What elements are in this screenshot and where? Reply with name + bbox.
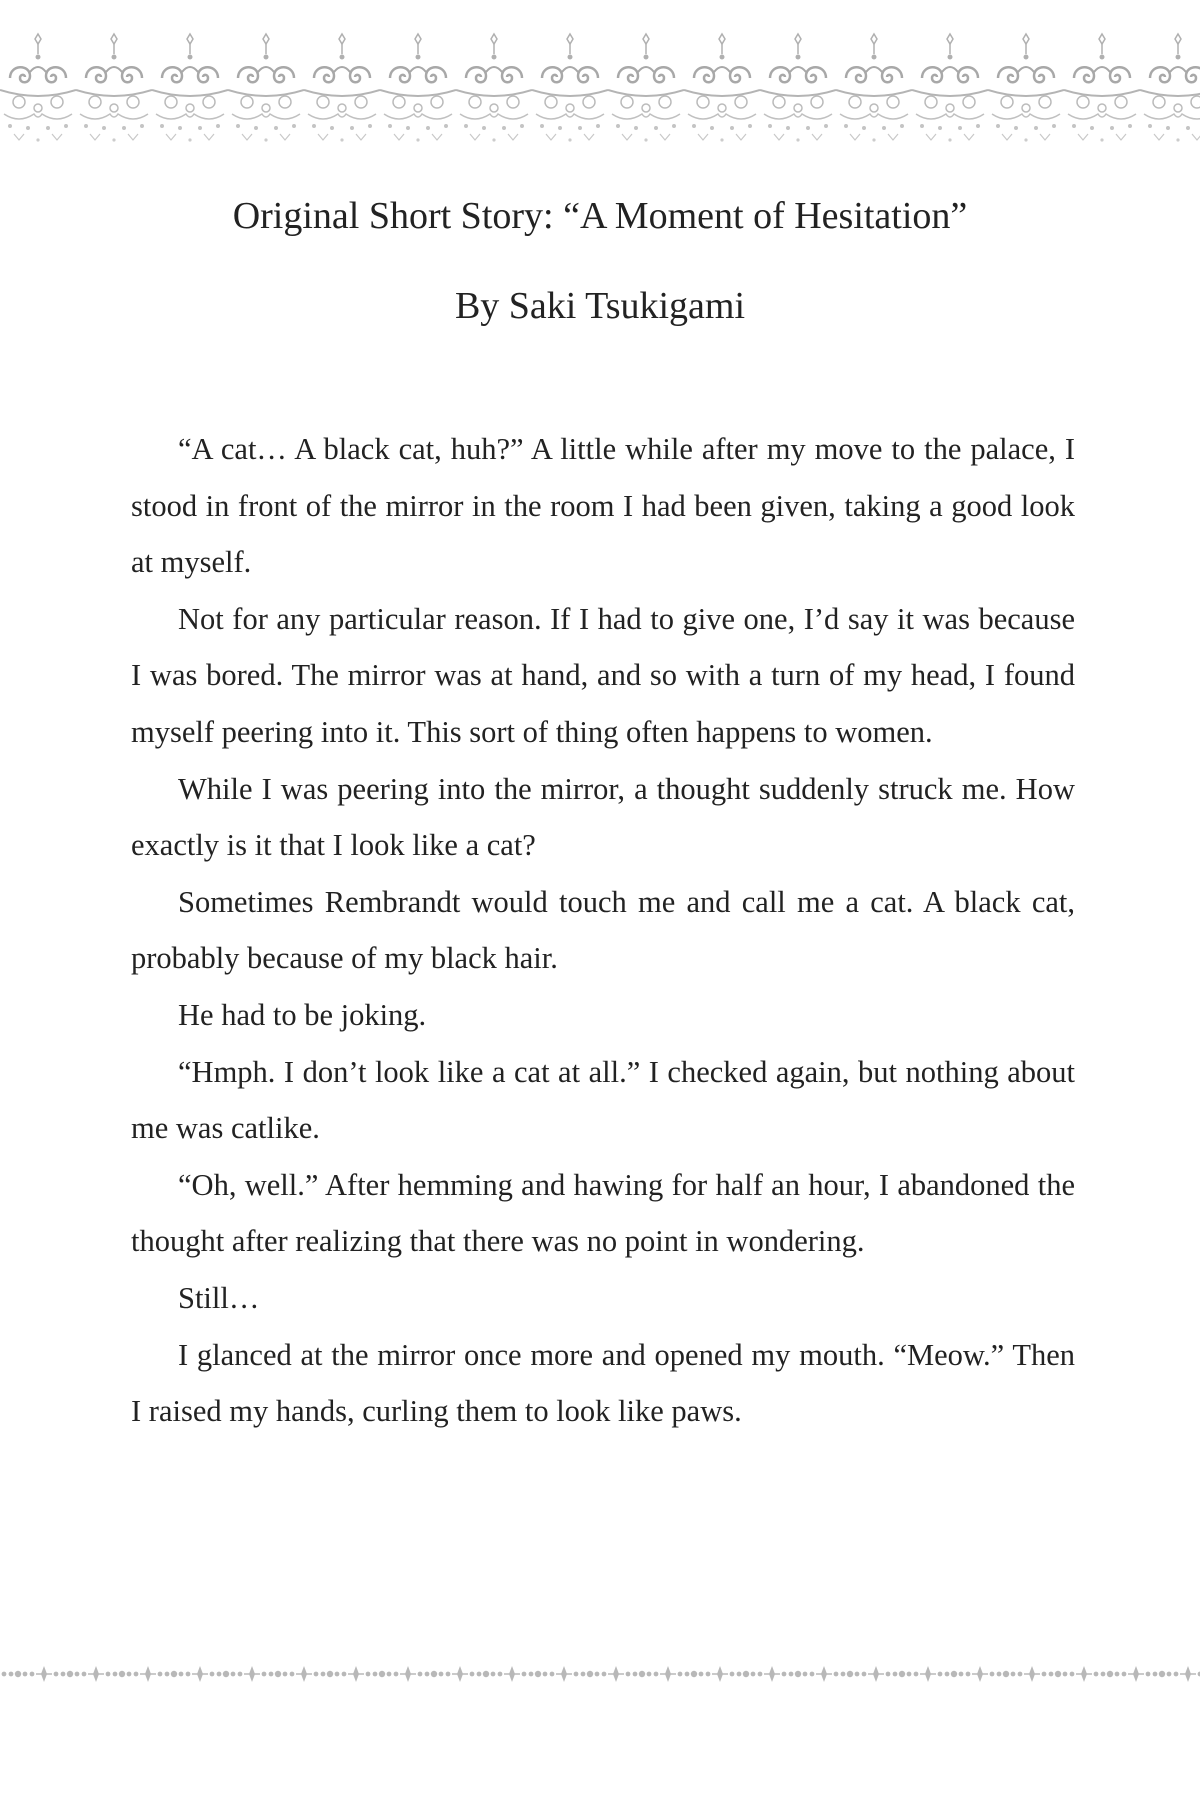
story-paragraph: “Oh, well.” After hemming and hawing for half an hour, I abandoned the thought after realizing that there was no point in wondering. bbox=[131, 1167, 1075, 1259]
story-body bbox=[131, 421, 1075, 1440]
story-paragraph: I glanced at the mirror once more and opened my mouth. “Meow.” Then I raised my hands, curling them to look like paws. bbox=[131, 1337, 1075, 1429]
story-paragraph: Still… bbox=[178, 1280, 260, 1315]
story-paragraph: While I was peering into the mirror, a thought suddenly struck me. How exactly is it that I look like a cat? bbox=[131, 771, 1075, 863]
dotted-diamond-divider bbox=[0, 1664, 1200, 1684]
story-paragraph: “Hmph. I don’t look like a cat at all.” I checked again, but nothing about me was catlike. bbox=[131, 1054, 1075, 1146]
story-paragraph: Sometimes Rembrandt would touch me and call me a cat. A black cat, probably because of my black hair. bbox=[131, 884, 1075, 976]
lace-border-ornament bbox=[0, 28, 1200, 148]
story-paragraph: Not for any particular reason. If I had to give one, I’d say it was because I was bored. The mirror was at hand, and so with a turn of my head, I found myself peering into it. This sort of thing often happens to women. bbox=[131, 601, 1075, 749]
story-paragraph: “A cat… A black cat, huh?” A little while after my move to the palace, I stood in front of the mirror in the room I had been given, taking a good look at myself. bbox=[131, 432, 1075, 580]
story-title: Original Short Story: “A Moment of Hesitation” bbox=[232, 195, 968, 237]
author-byline: By Saki Tsukigami bbox=[454, 285, 746, 327]
story-paragraph: He had to be joking. bbox=[178, 997, 427, 1032]
